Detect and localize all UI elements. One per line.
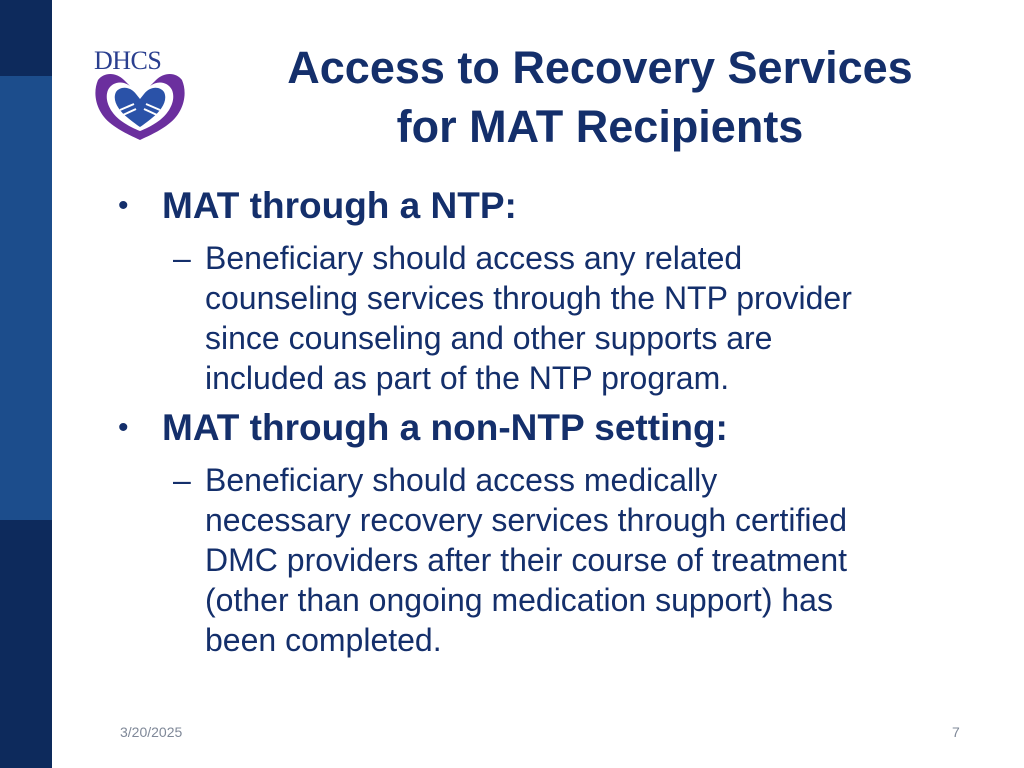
- left-band-bottom: [0, 520, 52, 768]
- sub-line: included as part of the NTP program.: [205, 360, 730, 396]
- bullet-heading: MAT through a non-NTP setting:: [162, 407, 728, 448]
- bullet-marker: •: [118, 189, 129, 222]
- title-line-2: for MAT Recipients: [396, 101, 804, 152]
- sub-line: been completed.: [205, 622, 442, 658]
- sub-bullet-non-ntp: [118, 460, 998, 660]
- slide-number: 7: [952, 724, 960, 740]
- slide-title: [220, 38, 980, 156]
- bullet-marker: •: [118, 411, 129, 444]
- sub-bullet-ntp: [118, 238, 998, 398]
- sub-line: since counseling and other supports are: [205, 320, 773, 356]
- sub-line: DMC providers after their course of treatment: [205, 542, 848, 578]
- left-band-top: [0, 0, 52, 76]
- logo-text: DHCS: [94, 46, 162, 75]
- sub-line: necessary recovery services through certified: [205, 502, 848, 538]
- sub-line: Beneficiary should access any related: [205, 240, 743, 276]
- title-line-1: Access to Recovery Services: [287, 42, 913, 93]
- left-band-middle: [0, 76, 52, 520]
- footer-date: 3/20/2025: [120, 724, 183, 740]
- bullet-heading: MAT through a NTP:: [162, 185, 517, 226]
- heart-hands-icon: [90, 70, 190, 142]
- sub-line: (other than ongoing medication support) has: [205, 582, 833, 618]
- sub-line: Beneficiary should access medically: [205, 462, 718, 498]
- bullet-ntp: [118, 182, 998, 230]
- dhcs-logo: [88, 44, 192, 144]
- slide-body: [118, 182, 998, 666]
- sub-bullet-marker: –: [173, 462, 191, 498]
- bullet-non-ntp: [118, 404, 998, 452]
- sub-bullet-marker: –: [173, 240, 191, 276]
- sub-line: counseling services through the NTP provider: [205, 280, 852, 316]
